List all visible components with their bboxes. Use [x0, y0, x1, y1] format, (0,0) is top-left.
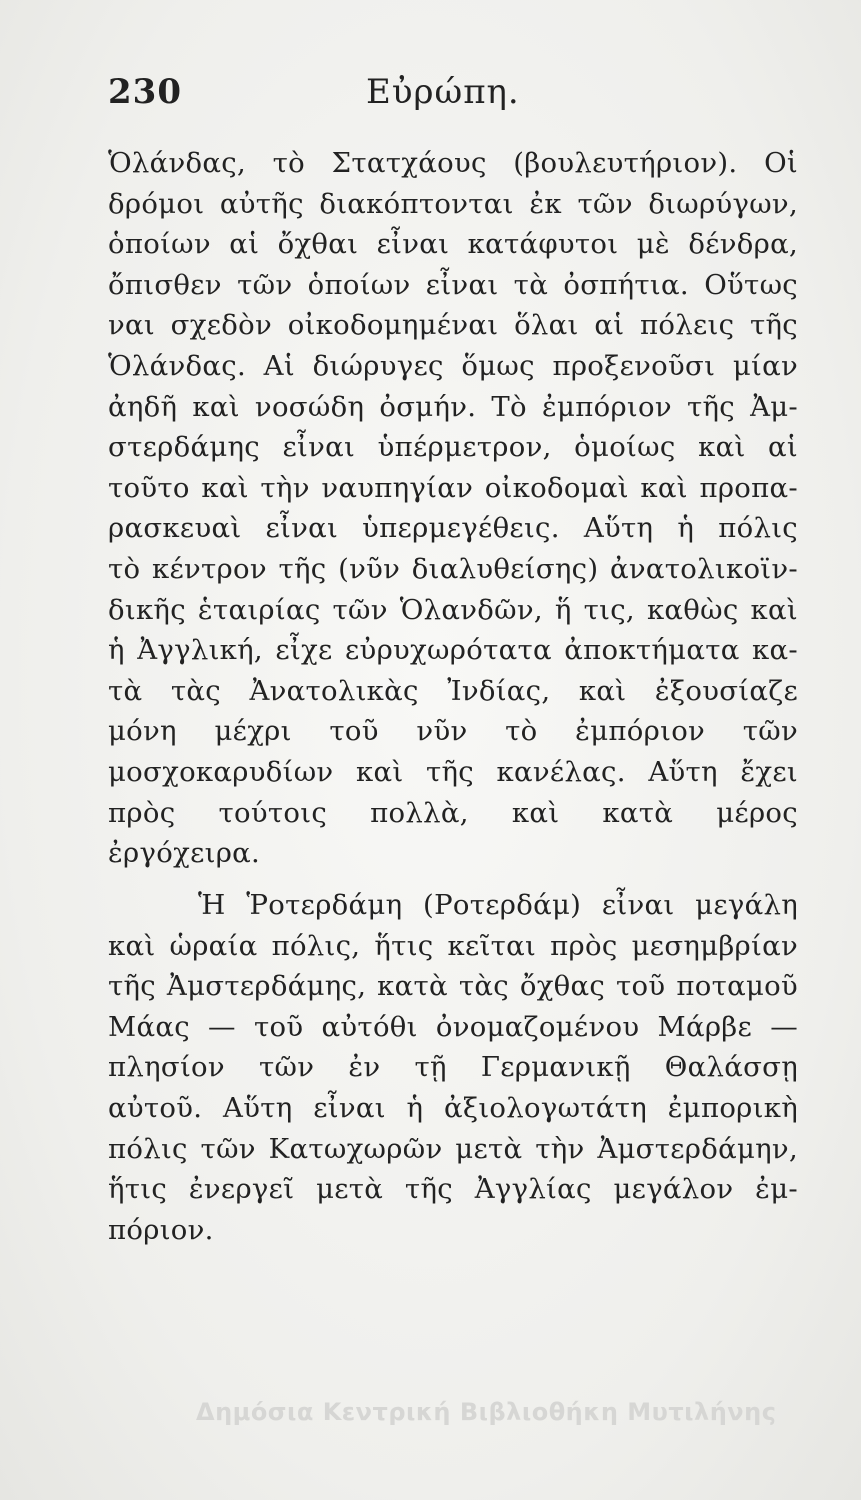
text-line: ὄπισθεν τῶν ὁποίων εἶναι τὰ ὀσπήτια. Οὕτως	[108, 268, 798, 301]
text-line: Ἡ Ῥοτερδάμη (Ροτερδάμ) εἶναι μεγάλη	[198, 889, 798, 921]
text-line: Μάας — τοῦ αὐτόθι ὀνομαζομένου Μάρβε —	[108, 1010, 798, 1043]
text-line: δρόμοι αὐτῆς διακόπτονται ἐκ τῶν διωρύγων,	[108, 187, 798, 220]
text-line: καὶ ὡραία πόλις, ἥτις κεῖται πρὸς μεσημβρίαν	[108, 929, 798, 962]
text-line: πόριον.	[108, 1213, 214, 1246]
text-line: μόνη μέχρι τοῦ νῦν τὸ ἐμπόριον τῶν	[108, 715, 798, 748]
text-line: Ὁλάνδας. Αἱ διώρυγες ὅμως προξενοῦσι μίαν	[108, 349, 798, 382]
text-line: πόλις τῶν Κατωχωρῶν μετὰ τὴν Ἀμστερδάμην,	[108, 1132, 798, 1165]
text-line: ἥτις ἐνεργεῖ μετὰ τῆς Ἀγγλίας μεγάλον ἐμ-	[108, 1173, 798, 1206]
library-watermark: Δημόσια Κεντρική Βιβλιοθήκη Μυτιλήνης	[196, 1398, 777, 1426]
text-line: αὐτοῦ. Αὕτη εἶναι ἡ ἀξιολογωτάτη ἐμπορικὴ	[108, 1091, 798, 1124]
text-line: ἡ Ἀγγλική, εἶχε εὐρυχωρότατα ἀποκτήματα κα-	[108, 634, 798, 667]
text-line: τὸ κέντρον τῆς (νῦν διαλυθείσης) ἀνατολικοϊν-	[108, 552, 798, 585]
text-line: ἀηδῆ καὶ νοσώδη ὀσμήν. Τὸ ἐμπόριον τῆς Ἀμ-	[108, 390, 798, 423]
page-number: 230	[108, 72, 182, 112]
text-line: ἐργόχειρα.	[108, 837, 261, 870]
text-line: ναι σχεδὸν οἰκοδομημέναι ὅλαι αἱ πόλεις τῆς	[108, 309, 798, 342]
text-line: ὁποίων αἱ ὄχθαι εἶναι κατάφυτοι μὲ δένδρα,	[108, 228, 798, 261]
text-line: Ὁλάνδας, τὸ Στατχάους (βουλευτήριον). Οἱ	[108, 147, 798, 179]
text-line: τῆς Ἀμστερδάμης, κατὰ τὰς ὄχθας τοῦ ποταμοῦ	[108, 970, 798, 1003]
text-line: τὰ τὰς Ἀνατολικὰς Ἰνδίας, καὶ ἐξουσίαζε	[108, 674, 798, 707]
text-line: μοσχοκαρυδίων καὶ τῆς κανέλας. Αὕτη ἔχει	[108, 755, 798, 788]
text-line: πρὸς τούτοις πολλὰ, καὶ κατὰ μέρος	[108, 796, 798, 829]
text-line: δικῆς ἑταιρίας τῶν Ὁλανδῶν, ἥ τις, καθὼς καὶ	[108, 593, 798, 626]
text-line: πλησίον τῶν ἐν τῇ Γερμανικῇ Θαλάσσῃ	[108, 1051, 798, 1084]
text-line: στερδάμης εἶναι ὑπέρμετρον, ὁμοίως καὶ αἱ	[108, 431, 798, 464]
running-head: Εὐρώπη.	[366, 72, 520, 112]
text-line: τοῦτο καὶ τὴν ναυπηγίαν οἰκοδομαὶ καὶ προπα-	[108, 471, 798, 504]
text-line: ρασκευαὶ εἶναι ὑπερμεγέθεις. Αὕτη ἡ πόλις	[108, 512, 798, 545]
paragraph-rotterdam	[108, 885, 798, 1250]
paragraph-amsterdam	[108, 143, 798, 874]
page-header	[108, 72, 748, 122]
